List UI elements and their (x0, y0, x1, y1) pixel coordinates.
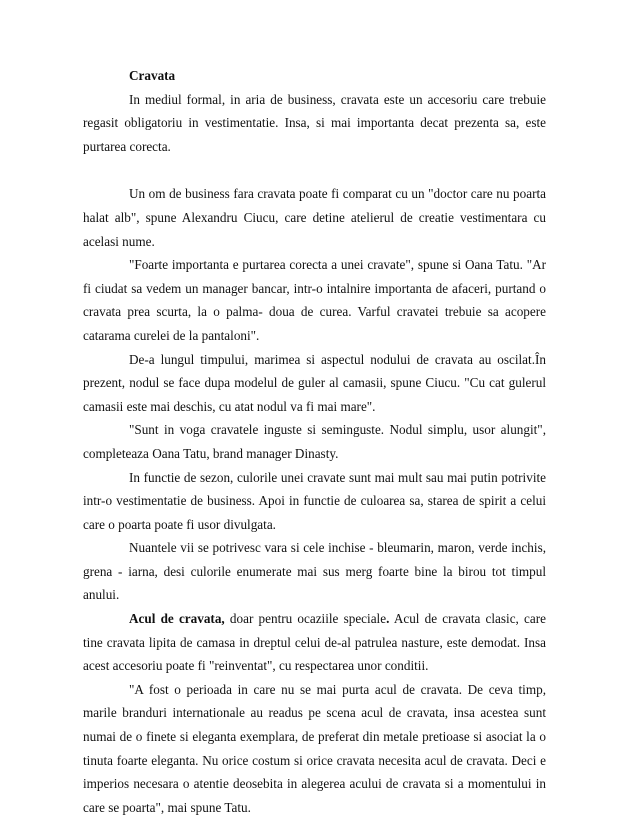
paragraph-2: Un om de business fara cravata poate fi comparat cu un "doctor care nu poarta halat alb", spune Alexandru Ciucu, care detine atelierul de creatie vestimentara cu acelasi nume. (83, 186, 546, 249)
paragraph-8-body: Acul de cravata clasic, care tine cravata lipita de camasa in dreptul celui de-al patrulea nasture, este demodat. Insa acest accesoriu poate fi "reinventat", cu respectarea unor conditii. (83, 611, 546, 674)
paragraph-6: In functie de sezon, culorile unei cravate sunt mai mult sau mai putin potrivite intr-o vestimentatie de business. Apoi in functie de culoarea sa, starea de spirit a celui care o poarta poate fi usor divulgata. (83, 469, 546, 532)
paragraph-5: "Sunt in voga cravatele inguste si seminguste. Nodul simplu, usor alungit", completeaza Oana Tatu, brand manager Dinasty. (83, 422, 546, 461)
paragraph-8-bold-dot: . (386, 611, 390, 627)
paragraph-3: "Foarte importanta e purtarea corecta a unei cravate", spune si Oana Tatu. "Ar fi ciudat sa vedem un manager bancar, intr-o intalnire importanta de afaceri, purtand o cravata prea scurta, la o palma- doua de curea. Varful cravatei trebuie sa acopere catarama curelei de la pantaloni". (83, 257, 546, 343)
paragraph-8-bold-lead: Acul de cravata, (129, 611, 225, 627)
paragraph-1: In mediul formal, in aria de business, cravata este un accesoriu care trebuie regasit obligatoriu in vestimentatie. Insa, si mai importanta decat prezenta sa, este purtarea corecta. (83, 91, 546, 154)
paragraph-4: De-a lungul timpului, marimea si aspectul nodului de cravata au oscilat.În prezent, nodul se face dupa modelul de guler al camasii, spune Ciucu. "Cu cat gulerul camasii este mai deschis, cu atat nodul va fi mai mare". (83, 351, 546, 414)
document-title: Cravata (129, 68, 176, 83)
document-page (83, 64, 546, 819)
paragraph-9: "A fost o perioada in care nu se mai purta acul de cravata. De ceva timp, marile branduri internationale au readus pe scena acul de cravata, insa acestea sunt numai de o finete si eleganta exemplara, de preferat din metale pretioase si asociat la o tinuta foarte eleganta. Nu orice costum si orice cravata necesita acul de cravata. Deci e imperios necesara o atentie deosebita in alegerea acului de cravata si a momentului in care se poarta", mai spune Tatu. (83, 681, 546, 815)
paragraph-8 (83, 607, 546, 678)
paragraph-7: Nuantele vii se potrivesc vara si cele inchise - bleumarin, maron, verde inchis, grena - iarna, desi culorile enumerate mai sus merg foarte bine la birou tot timpul anului. (83, 540, 546, 603)
paragraph-8-subtitle: doar pentru ocaziile speciale (224, 611, 387, 627)
